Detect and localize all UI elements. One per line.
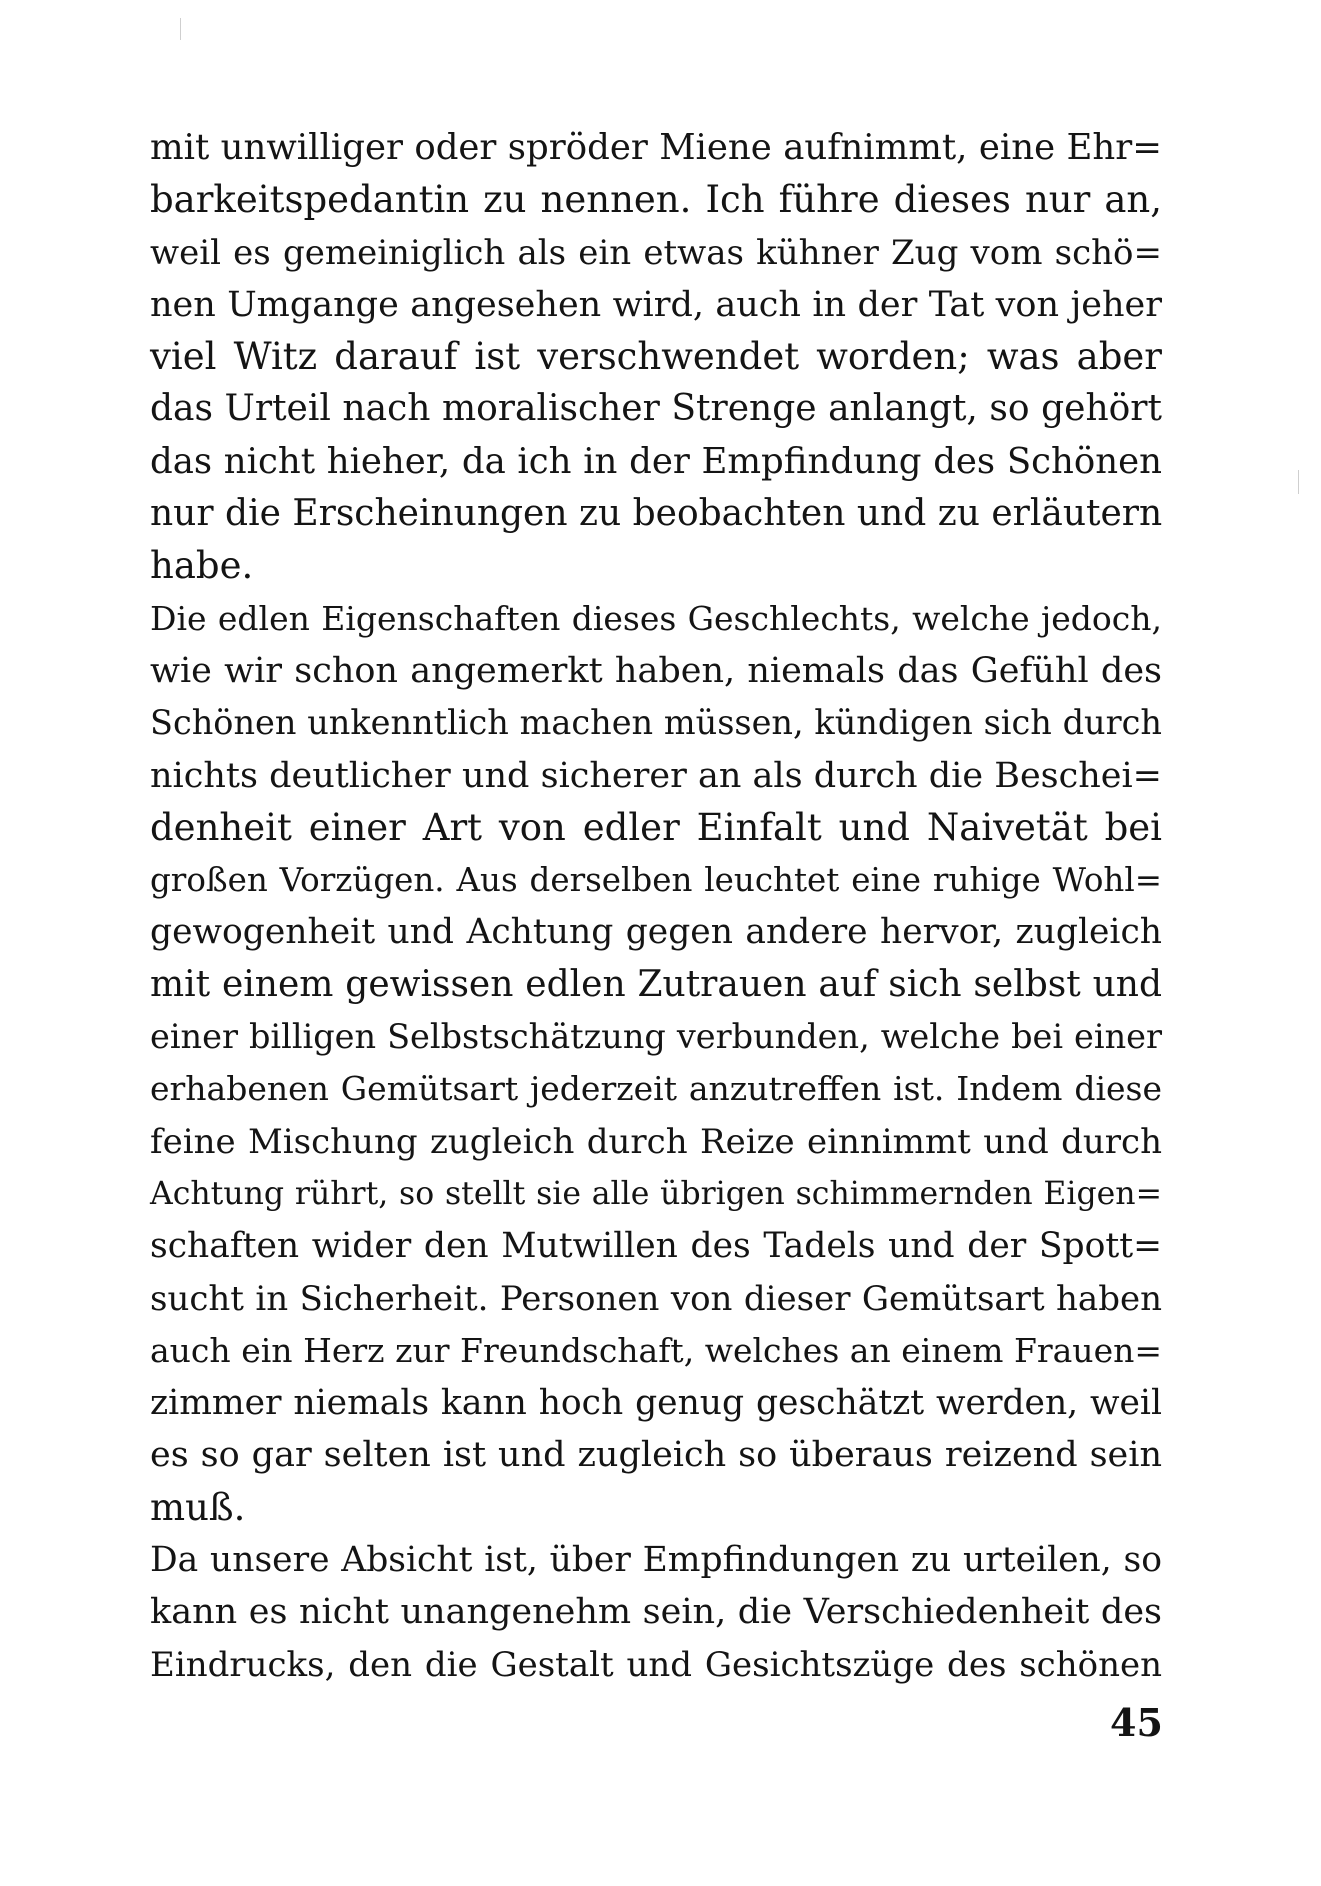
scan-mark — [180, 18, 181, 40]
text-line: einer billigen Selbstschätzung verbunden, welche bei einer — [150, 1017, 1162, 1057]
text-line: wie wir schon angemerkt haben, niemals das Gefühl des — [150, 650, 1162, 691]
text-line: nichts deutlicher und sicherer an als durch die Beschei= — [150, 755, 1162, 796]
text-line: viel Witz darauf ist verschwendet worden; was aber — [150, 335, 1162, 379]
text-line: auch ein Herz zur Freundschaft, welches an einem Frauen= — [150, 1330, 1162, 1370]
text-line: denheit einer Art von edler Einfalt und Naivetät bei — [150, 805, 1162, 849]
text-line: es so gar selten ist und zugleich so überaus reizend sein — [150, 1435, 1162, 1476]
body-text — [150, 122, 1162, 1691]
text-line: erhabenen Gemütsart jederzeit anzutreffen ist. Indem diese — [150, 1069, 1162, 1109]
text-line: Schönen unkenntlich machen müssen, kündigen sich durch — [150, 703, 1162, 743]
text-line: kann es nicht unangenehm sein, die Verschiedenheit des — [150, 1592, 1162, 1633]
text-line: nen Umgange angesehen wird, auch in der Tat von jeher — [150, 284, 1162, 325]
text-line: das nicht hieher, da ich in der Empfindung des Schönen — [150, 440, 1162, 482]
text-line: mit einem gewissen edlen Zutrauen auf sich selbst und — [150, 963, 1162, 1005]
text-line: zimmer niemals kann hoch genug geschätzt werden, weil — [150, 1383, 1162, 1424]
text-line: schaften wider den Mutwillen des Tadels und der Spott= — [150, 1226, 1162, 1267]
text-line: sucht in Sicherheit. Personen von dieser Gemütsart haben — [150, 1278, 1162, 1319]
text-line: mit unwilliger oder spröder Miene aufnimmt, eine Ehr= — [150, 127, 1162, 168]
page-number: 45 — [1110, 1700, 1163, 1745]
text-line: feine Mischung zugleich durch Reize einnimmt und durch — [150, 1121, 1162, 1162]
text-line: barkeitspedantin zu nennen. Ich führe dieses nur an, — [150, 178, 1162, 222]
text-line: gewogenheit und Achtung gegen andere hervor, zugleich — [150, 912, 1162, 953]
text-line: weil es gemeiniglich als ein etwas kühner Zug vom schö= — [150, 232, 1162, 273]
text-line: Eindrucks, den die Gestalt und Gesichtszüge des schönen — [150, 1644, 1162, 1685]
text-line: habe. — [150, 544, 254, 588]
text-line: großen Vorzügen. Aus derselben leuchtet eine ruhige Wohl= — [150, 861, 1162, 900]
text-line: Achtung rührt, so stellt sie alle übrigen schimmernden Eigen= — [150, 1175, 1162, 1212]
scan-mark — [1298, 470, 1299, 494]
text-line: das Urteil nach moralischer Strenge anlangt, so gehört — [150, 388, 1162, 430]
text-line: Die edlen Eigenschaften dieses Geschlechts, welche jedoch, — [150, 598, 1162, 638]
text-line: nur die Erscheinungen zu beobachten und zu erläutern — [150, 493, 1163, 535]
text-line: Da unsere Absicht ist, über Empfindungen zu urteilen, so — [150, 1540, 1162, 1581]
text-line: muß. — [150, 1485, 246, 1529]
